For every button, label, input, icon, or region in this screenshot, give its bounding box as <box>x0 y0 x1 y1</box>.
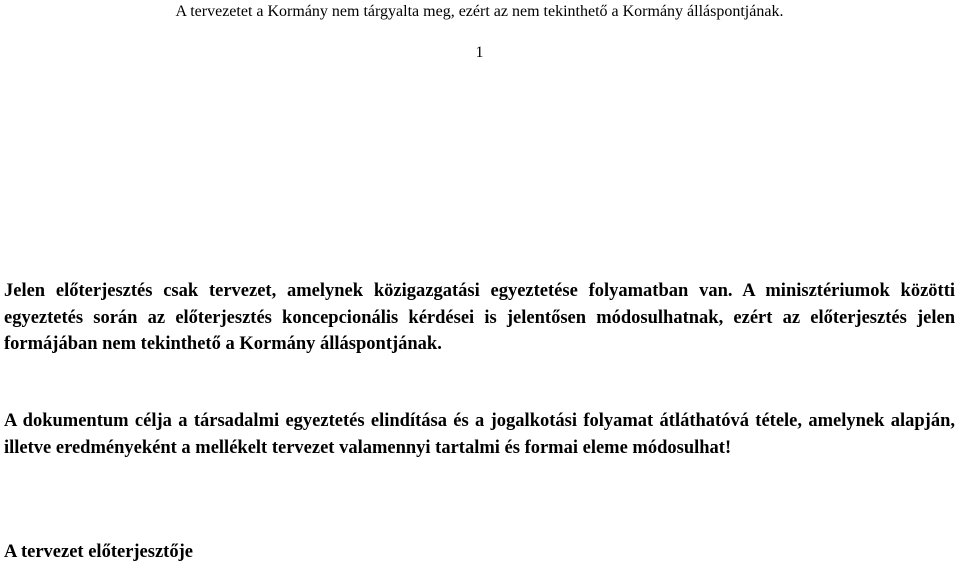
header-disclaimer: A tervezetet a Kormány nem tárgyalta meg, ezért az nem tekinthető a Kormány álláspontjának. <box>175 3 784 20</box>
document-purpose-paragraph: A dokumentum célja a társadalmi egyeztetés elindítása és a jogalkotási folyamat átláthatóvá tétele, amelynek alapján, illetve eredményeként a mellékelt tervezet valamennyi tartalmi és formai eleme módosulhat! <box>4 411 955 458</box>
page-number: 1 <box>475 44 484 61</box>
draft-status-paragraph: Jelen előterjesztés csak tervezet, amelynek közigazgatási egyeztetése folyamatban van. A minisztériumok közötti egyeztetés során az előterjesztés koncepcionális kérdései is jelentősen módosulhatnak, ezért az előterjesztés jelen formájában nem tekinthető a Kormány álláspontjának. <box>4 281 955 354</box>
author-line: A tervezet előterjesztője <box>4 542 193 562</box>
